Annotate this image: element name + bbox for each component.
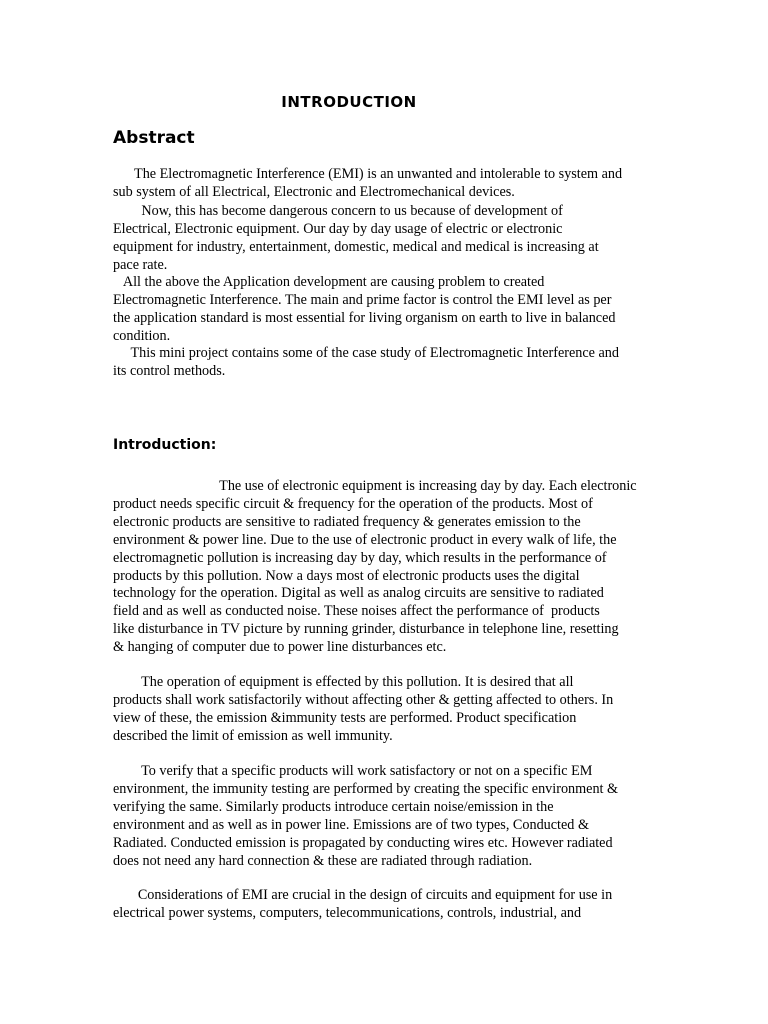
text-line: its control methods.	[113, 362, 226, 379]
text-line: view of these, the emission &immunity tests are performed. Product specification	[113, 709, 577, 726]
abstract-heading: Abstract	[113, 128, 195, 148]
text-line: Radiated. Conducted emission is propagated by conducting wires etc. However radiated	[113, 834, 613, 851]
text-line: This mini project contains some of the case study of Electromagnetic Interference and	[113, 345, 619, 361]
introduction-paragraph-4	[113, 887, 673, 923]
text-line: pace rate.	[113, 256, 168, 273]
text-line: does not need any hard connection & these are radiated through radiation.	[113, 852, 533, 869]
document-title: INTRODUCTION	[281, 93, 417, 111]
text-line: products by this pollution. Now a days most of electronic products uses the digital	[113, 567, 580, 584]
text-line: products shall work satisfactorily without affecting other & getting affected to others. In	[113, 691, 614, 708]
text-line: electromagnetic pollution is increasing day by day, which results in the performance of	[113, 549, 607, 566]
text-line: The Electromagnetic Interference (EMI) is an unwanted and intolerable to system and	[113, 166, 623, 182]
text-line: Now, this has become dangerous concern to us because of development of	[113, 203, 563, 219]
text-line: electronic products are sensitive to radiated frequency & generates emission to the	[113, 513, 581, 530]
introduction-paragraph-3	[113, 763, 673, 870]
text-line: sub system of all Electrical, Electronic and Electromechanical devices.	[113, 183, 515, 200]
text-line: Electromagnetic Interference. The main and prime factor is control the EMI level as per	[113, 291, 612, 308]
text-line: technology for the operation. Digital as well as analog circuits are sensitive to radiated	[113, 585, 604, 602]
introduction-heading: Introduction:	[113, 437, 217, 453]
introduction-paragraph-2	[113, 674, 673, 746]
text-line: Electrical, Electronic equipment. Our day by day usage of electric or electronic	[113, 220, 563, 237]
text-line: The operation of equipment is effected by this pollution. It is desired that all	[113, 674, 574, 690]
abstract-paragraph-2	[113, 203, 673, 275]
text-line: verifying the same. Similarly products introduce certain noise/emission in the	[113, 798, 554, 815]
text-line: field and as well as conducted noise. These noises affect the performance of products	[113, 603, 600, 620]
text-line: like disturbance in TV picture by running grinder, disturbance in telephone line, resetting	[113, 621, 619, 638]
text-line: The use of electronic equipment is increasing day by day. Each electronic	[113, 478, 637, 494]
text-line: To verify that a specific products will work satisfactory or not on a specific EM	[113, 763, 593, 779]
text-line: described the limit of emission as well immunity.	[113, 727, 393, 744]
introduction-paragraph-1	[113, 478, 673, 657]
text-line: & hanging of computer due to power line disturbances etc.	[113, 639, 447, 656]
text-line: equipment for industry, entertainment, domestic, medical and medical is increasing at	[113, 238, 599, 255]
text-line: Considerations of EMI are crucial in the design of circuits and equipment for use in	[113, 887, 613, 903]
text-line: product needs specific circuit & frequency for the operation of the products. Most of	[113, 495, 593, 512]
text-line: environment and as well as in power line. Emissions are of two types, Conducted &	[113, 816, 589, 833]
text-line: environment, the immunity testing are performed by creating the specific environment &	[113, 780, 619, 797]
text-line: environment & power line. Due to the use of electronic product in every walk of life, the	[113, 531, 617, 548]
text-line: electrical power systems, computers, telecommunications, controls, industrial, and	[113, 904, 582, 921]
text-line: All the above the Application development are causing problem to created	[113, 274, 545, 290]
text-line: the application standard is most essential for living organism on earth to live in balanced	[113, 309, 616, 326]
abstract-paragraph-4	[113, 345, 673, 381]
abstract-paragraph-3	[113, 274, 673, 346]
abstract-paragraph-1	[113, 166, 673, 202]
text-line: condition.	[113, 327, 171, 344]
